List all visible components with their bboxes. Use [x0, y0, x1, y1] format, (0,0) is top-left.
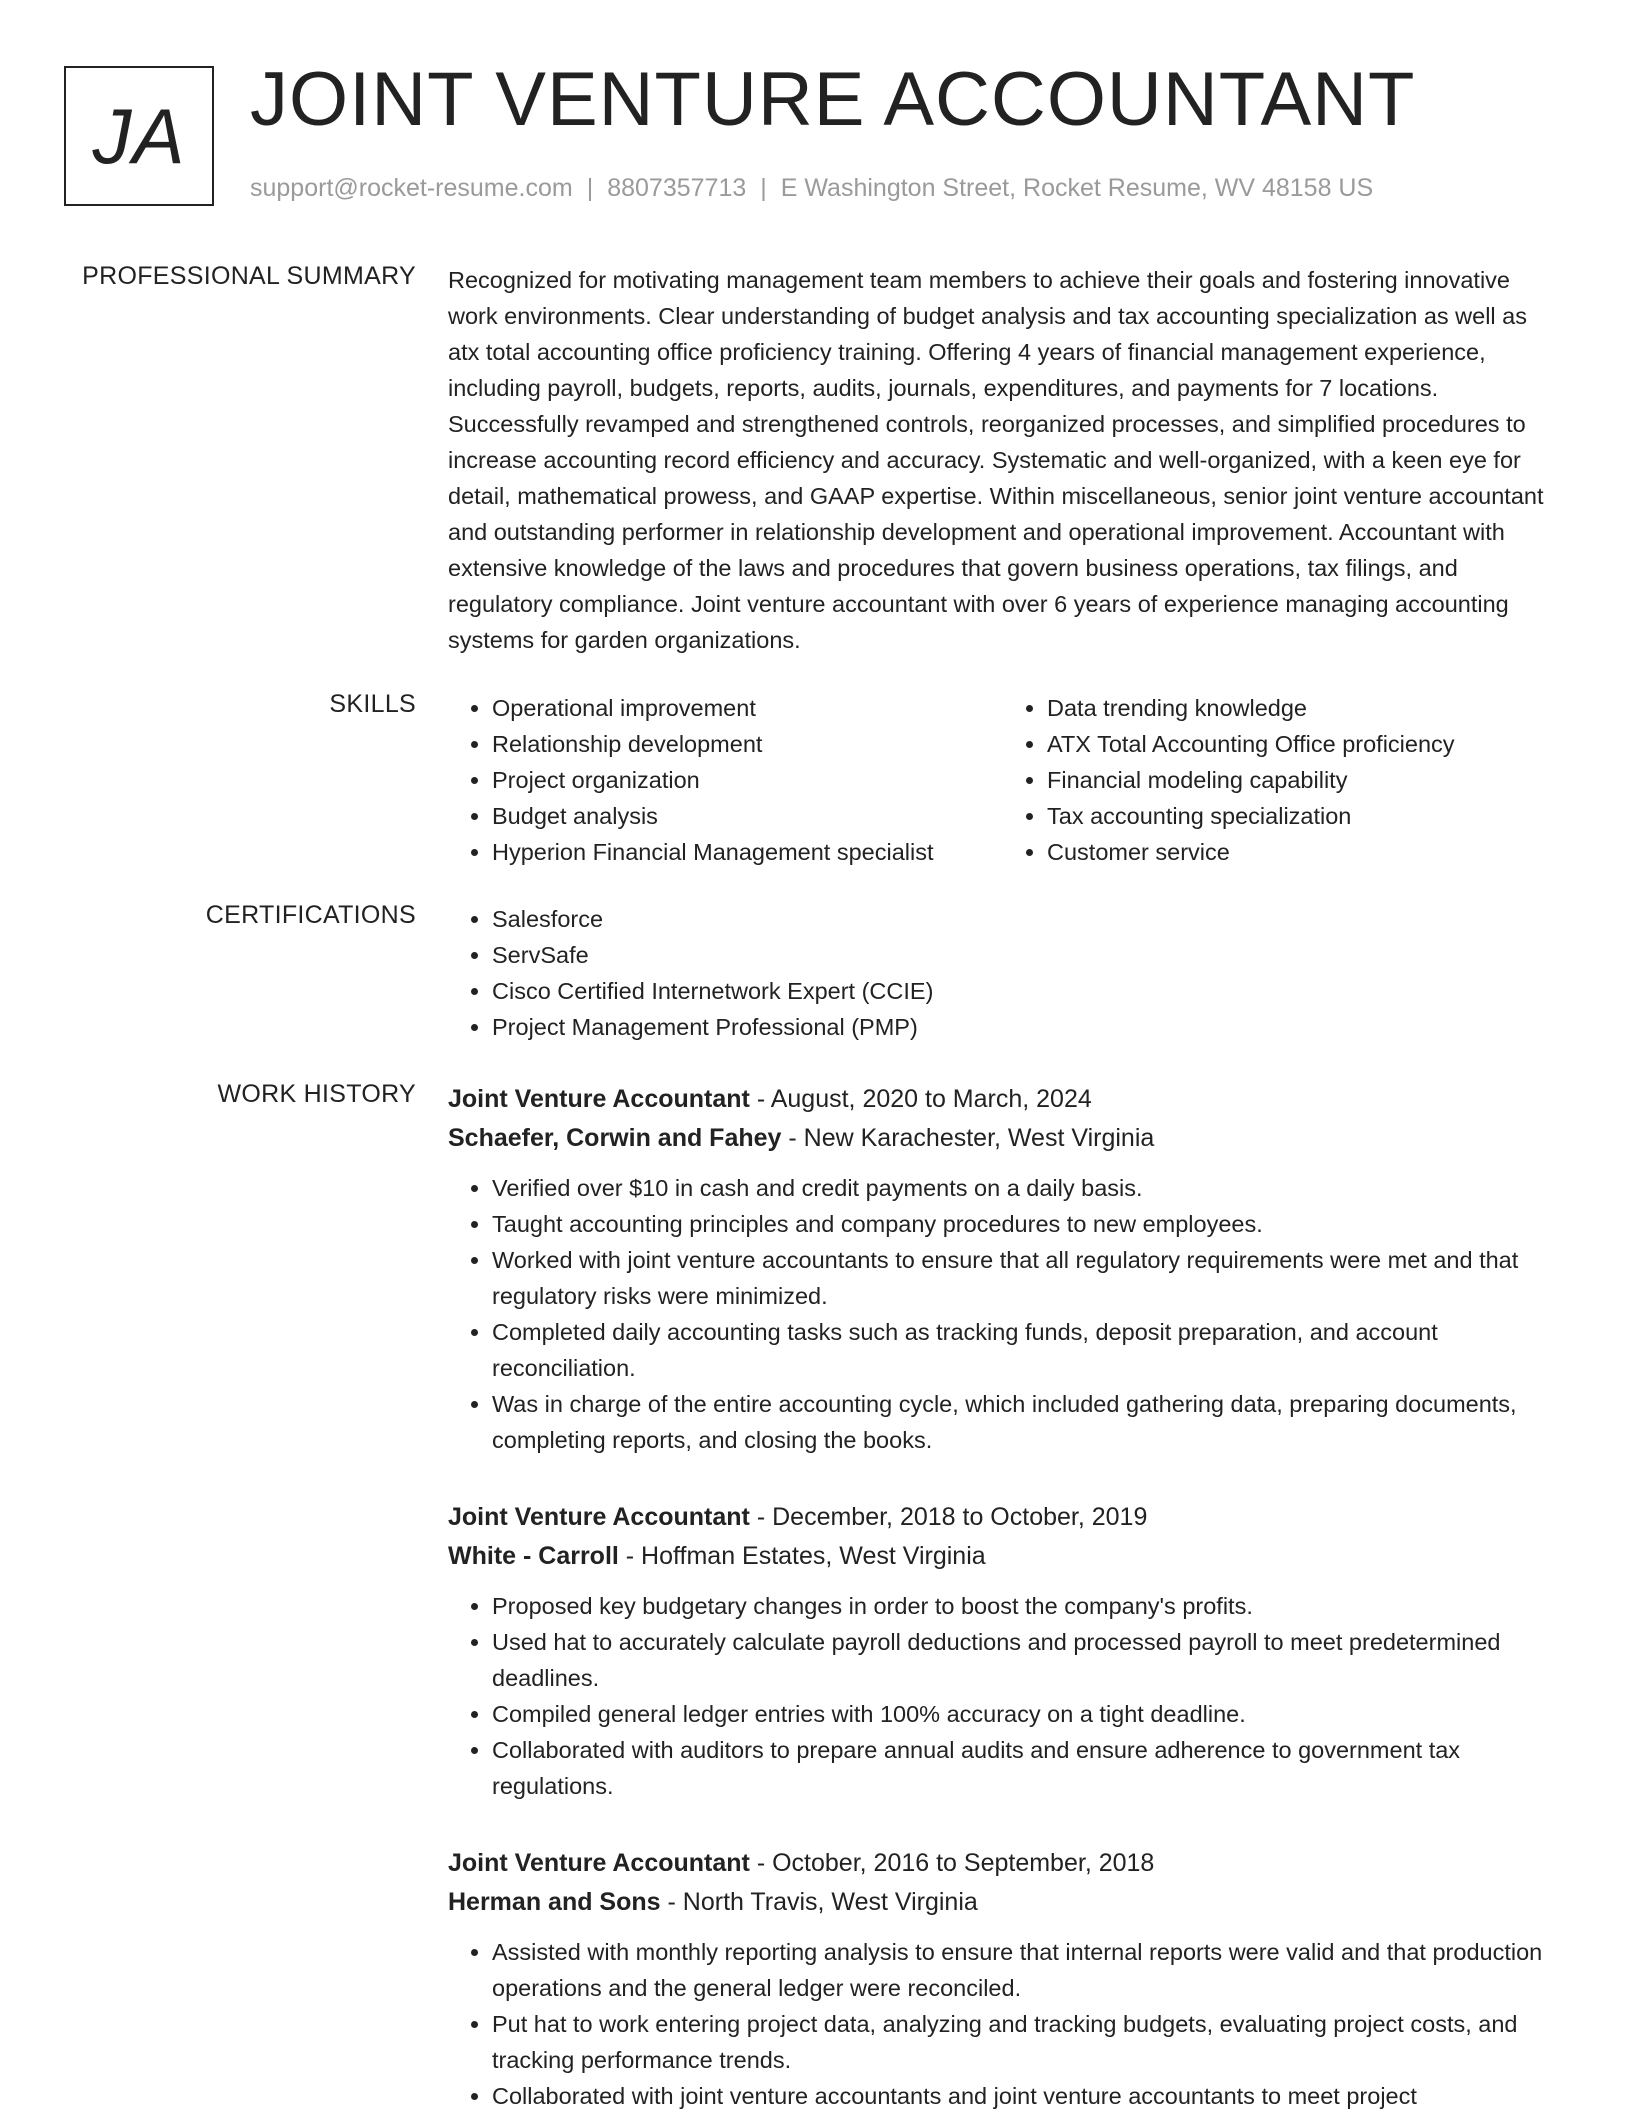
contact-separator: | — [760, 174, 767, 202]
skill-item: • Budget analysis — [492, 798, 1003, 834]
certification-item: • Salesforce — [492, 901, 1558, 937]
skills-body — [448, 690, 1558, 870]
certifications-body — [448, 901, 1558, 1045]
job-bullet: • Proposed key budgetary changes in order to boost the company's profits. — [492, 1588, 1558, 1624]
summary-heading: PROFESSIONAL SUMMARY — [82, 262, 416, 290]
job-title-line — [448, 1080, 1558, 1119]
job-dates: - December, 2018 to October, 2019 — [749, 1503, 1148, 1531]
job-bullet: • Assisted with monthly reporting analysis to ensure that internal reports were valid and that production operations and the general ledger were reconciled. — [492, 1934, 1558, 2006]
skill-item: • Financial modeling capability — [1047, 762, 1558, 798]
job-title-line — [448, 1498, 1558, 1537]
job-bullet: • Completed daily accounting tasks such as tracking funds, deposit preparation, and account reconciliation. — [492, 1314, 1558, 1386]
job-company: White - Carroll — [448, 1542, 619, 1570]
contact-separator: | — [586, 174, 594, 202]
job-bullet: • Put hat to work entering project data, analyzing and tracking budgets, evaluating project costs, and tracking performance trends. — [492, 2006, 1558, 2078]
summary-text: Recognized for motivating management team members to achieve their goals and fostering innovative work environments. Clear understanding of budget analysis and tax accounting specialization as well as atx total accounting office proficiency training. Offering 4 years of financial management experience, including payroll, budgets, reports, audits, journals, expenditures, and payments for 7 locations. Successfully revamped and strengthened controls, reorganized processes, and simplified procedures to increase accounting record efficiency and accuracy. Systematic and well-organized, with a keen eye for detail, mathematical prowess, and GAAP expertise. Within miscellaneous, senior joint venture accountant and outstanding performer in relationship development and operational improvement. Accountant with extensive knowledge of the laws and procedures that govern business operations, tax filings, and regulatory compliance. Joint venture accountant with over 6 years of experience managing accounting systems for garden organizations. — [448, 267, 1544, 653]
job-bullet: • Collaborated with joint venture accountants and joint venture accountants to meet project — [492, 2078, 1558, 2112]
job-entry — [448, 1844, 1558, 2112]
job-entry — [448, 1080, 1558, 1458]
skills-list-left — [448, 690, 1003, 870]
job-bullet: • Worked with joint venture accountants to ensure that all regulatory requirements were met and that regulatory risks were minimized. — [492, 1242, 1558, 1314]
job-bullet: • Compiled general ledger entries with 100% accuracy on a tight deadline. — [492, 1696, 1558, 1732]
job-role: Joint Venture Accountant — [448, 1849, 750, 1877]
job-location: - North Travis, West Virginia — [660, 1888, 978, 1916]
job-location: - Hoffman Estates, West Virginia — [618, 1542, 986, 1570]
certifications-list — [448, 901, 1558, 1045]
contact-phone: 8807357713 — [607, 174, 747, 202]
job-bullet: • Used hat to accurately calculate payroll deductions and processed payroll to meet predetermined deadlines. — [492, 1624, 1558, 1696]
skill-item: • Relationship development — [492, 726, 1003, 762]
job-bullets — [448, 1170, 1558, 1458]
job-title-line — [448, 1844, 1558, 1883]
contact-email: support@rocket-resume.com — [250, 174, 573, 202]
skill-item: • Project organization — [492, 762, 1003, 798]
job-role: Joint Venture Accountant — [448, 1503, 750, 1531]
skill-item: • Hyperion Financial Management specialist — [492, 834, 1003, 870]
job-dates: - August, 2020 to March, 2024 — [749, 1085, 1092, 1113]
certification-item: • Cisco Certified Internetwork Expert (CCIE) — [492, 973, 1558, 1009]
skill-item: • Operational improvement — [492, 690, 1003, 726]
work-history-body — [448, 1080, 1558, 2112]
job-bullet: • Verified over $10 in cash and credit payments on a daily basis. — [492, 1170, 1558, 1206]
job-bullet: • Was in charge of the entire accounting cycle, which included gathering data, preparing documents, completing reports, and closing the books. — [492, 1386, 1558, 1458]
job-company: Schaefer, Corwin and Fahey — [448, 1124, 782, 1152]
job-entry — [448, 1498, 1558, 1804]
monogram-initials: JA — [92, 91, 186, 180]
job-role: Joint Venture Accountant — [448, 1085, 750, 1113]
certification-item: • ServSafe — [492, 937, 1558, 973]
job-location: - New Karachester, West Virginia — [781, 1124, 1155, 1152]
certifications-heading: CERTIFICATIONS — [205, 901, 416, 929]
skill-item: • Customer service — [1047, 834, 1558, 870]
monogram-badge — [64, 66, 214, 206]
skill-item: • Tax accounting specialization — [1047, 798, 1558, 834]
skills-list-right — [1003, 690, 1558, 870]
resume-title: JOINT VENTURE ACCOUNTANT — [250, 57, 1416, 142]
skill-item: • Data trending knowledge — [1047, 690, 1558, 726]
job-bullets — [448, 1588, 1558, 1804]
contact-address: E Washington Street, Rocket Resume, WV 48158 US — [780, 174, 1374, 202]
certification-item: • Project Management Professional (PMP) — [492, 1009, 1558, 1045]
contact-line — [250, 174, 1373, 203]
job-bullet: • Taught accounting principles and company procedures to new employees. — [492, 1206, 1558, 1242]
job-bullets — [448, 1934, 1558, 2112]
job-company-line — [448, 1119, 1558, 1158]
job-company-line — [448, 1537, 1558, 1576]
job-company: Herman and Sons — [448, 1888, 661, 1916]
work-history-heading: WORK HISTORY — [217, 1080, 416, 1108]
skill-item: • ATX Total Accounting Office proficiency — [1047, 726, 1558, 762]
job-bullet: • Collaborated with auditors to prepare annual audits and ensure adherence to government tax regulations. — [492, 1732, 1558, 1804]
job-dates: - October, 2016 to September, 2018 — [749, 1849, 1155, 1877]
summary-body — [448, 262, 1558, 658]
skills-heading: SKILLS — [329, 690, 416, 718]
job-company-line — [448, 1883, 1558, 1922]
